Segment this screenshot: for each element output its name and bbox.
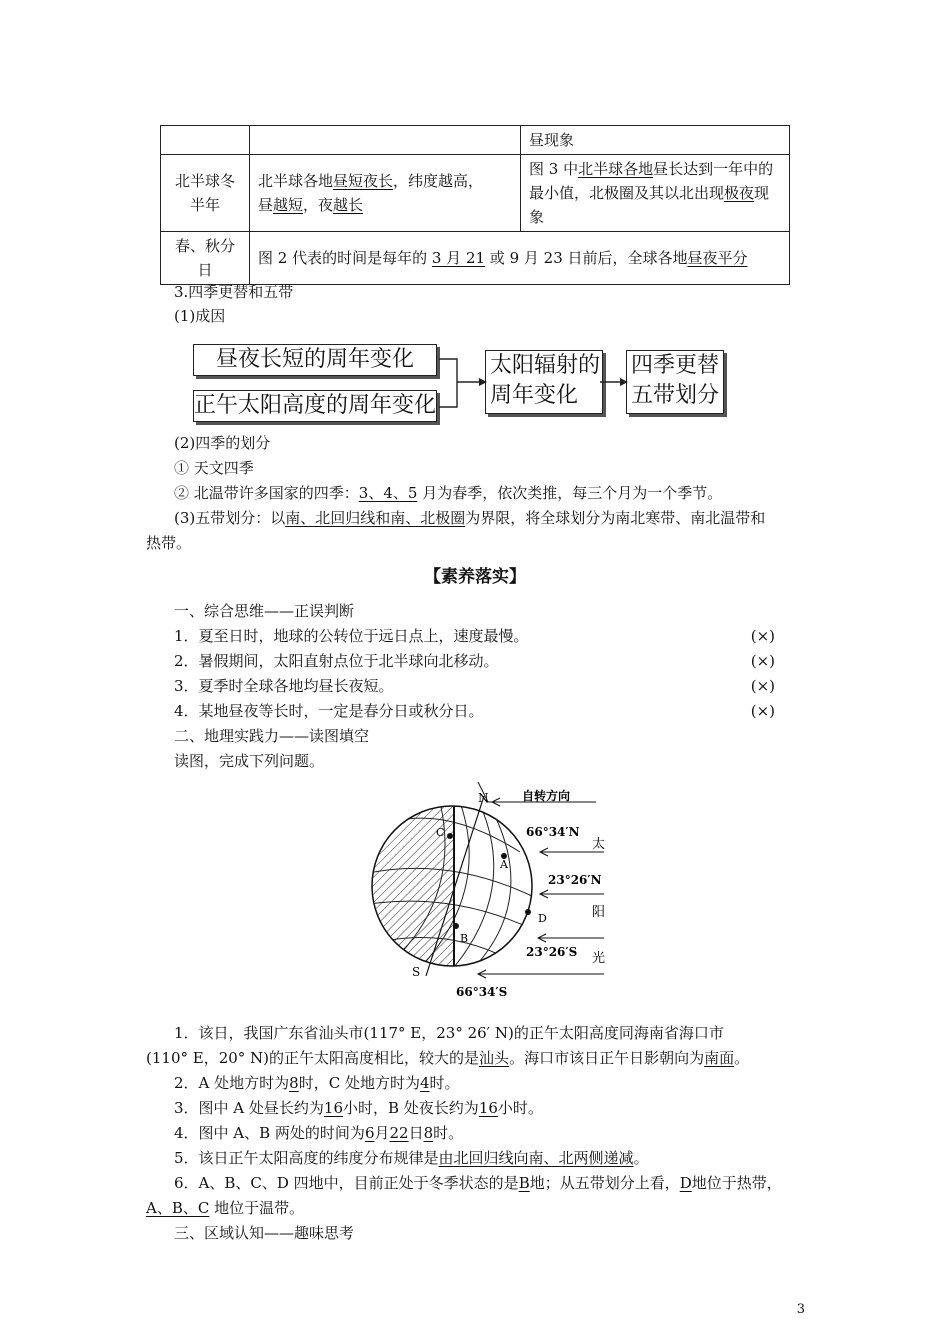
answer-blank: 4 — [419, 1074, 430, 1092]
sunlight-label: 阳 — [592, 905, 606, 920]
question-line: 1．该日，我国广东省汕头市(117° E，23° 26′ N)的正午太阳高度同海南省海口市 — [174, 1024, 724, 1042]
cell-text: ，夜 — [303, 196, 334, 214]
text: 2．A 处地方时为 — [174, 1074, 290, 1092]
text: (110° E，20° N)的正午太阳高度相比，较大的是 — [146, 1049, 480, 1067]
point-a-label: A — [500, 858, 508, 871]
judgment-question: 3．夏季时全球各地均昼长夜短。 — [174, 677, 394, 695]
section-heading: 3.四季更替和五带 — [174, 283, 294, 301]
text: 月 — [374, 1124, 390, 1142]
flow-text: 太阳辐射的 — [490, 353, 601, 378]
text: 。 — [734, 1049, 750, 1067]
answer-blank: D — [679, 1174, 692, 1192]
sunlight-label: 光 — [592, 951, 606, 966]
judgment-question: 2．暑假期间，太阳直射点位于北半球向北移动。 — [174, 652, 499, 670]
cell-text: 现象 — [529, 184, 770, 226]
text: 6．A、B、C、D 四地中，目前正处于冬季状态的是 — [174, 1174, 519, 1192]
cell-text: 图 2 代表的时间是每年的 — [258, 249, 432, 267]
part-heading: 二、地理实践力——读图填空 — [174, 727, 370, 745]
answer-blank: A、B、C — [146, 1199, 210, 1217]
flow-text: 周年变化 — [490, 383, 579, 408]
answer-blank: 南、北回归线和南、北极圈 — [285, 509, 466, 527]
subheading: (2)四季的划分 — [174, 434, 271, 452]
answer-blank: 极夜 — [724, 184, 755, 202]
answer-blank: B — [518, 1174, 530, 1192]
answer-blank: 8 — [423, 1124, 434, 1142]
cell-text: 北半球冬半年 — [174, 172, 235, 214]
page-number: 3 — [796, 1302, 805, 1317]
text: 月为春季，依次类推，每三个月为一个季节。 — [417, 484, 723, 502]
judgment-question: 1．夏至日时，地球的公转位于远日点上，速度最慢。 — [174, 627, 529, 645]
text-line — [174, 507, 765, 529]
answer-blank: 昼短夜长 — [333, 172, 394, 190]
answer-blank: 汕头 — [479, 1049, 510, 1067]
answer-blank: 南面 — [704, 1049, 735, 1067]
text-line: ① 天文四季 — [174, 459, 254, 477]
question-line — [174, 1122, 463, 1144]
cell-text: ，纬度越高， — [393, 172, 484, 190]
text-line — [174, 482, 722, 504]
text: 地位于热带， — [691, 1174, 782, 1192]
text: 为界限，将全球划分为南北寒带、南北温带和 — [465, 509, 766, 527]
judgment-question: 4．某地昼夜等长时，一定是春分日或秋分日。 — [174, 702, 484, 720]
part-heading: 三、区域认知——趣味思考 — [174, 1224, 355, 1242]
cell-text: 或 9 月 23 日前后，全球各地 — [485, 249, 688, 267]
latitude-label: 23°26′N — [548, 873, 602, 887]
cell-text: 图 3 中 — [529, 160, 579, 178]
answer-blank: 由北回归线向南、北两侧递减 — [438, 1149, 634, 1167]
subheading: (1)成因 — [174, 307, 226, 325]
answer-blank: 越短 — [273, 196, 304, 214]
question-line — [174, 1072, 460, 1094]
answer-blank: 越长 — [333, 196, 364, 214]
sunlight-label: 太 — [592, 837, 606, 852]
flow-box-daylength: 昼夜长短的周年变化 — [193, 344, 437, 376]
instruction: 读图，完成下列问题。 — [174, 752, 325, 770]
text: 地；从五带划分上看， — [529, 1174, 680, 1192]
table-cell — [250, 126, 521, 155]
south-pole-label: S — [412, 965, 421, 979]
question-line — [146, 1047, 749, 1069]
text: 4．图中 A、B 两处的时间为 — [174, 1124, 365, 1142]
earth-illumination-figure — [360, 780, 620, 1000]
judgment-answer: (×) — [750, 627, 775, 645]
answer-blank: 3、4、5 — [358, 484, 418, 502]
answer-blank: 昼夜平分 — [687, 249, 748, 267]
table-cell — [161, 126, 250, 155]
text: 3．图中 A 处昼长约为 — [174, 1099, 324, 1117]
question-line — [174, 1147, 649, 1169]
text: 。海口市该日正午日影朝向为 — [509, 1049, 705, 1067]
judgment-answer: (×) — [750, 702, 775, 720]
question-line — [174, 1172, 782, 1194]
answer-blank: 16 — [478, 1099, 498, 1117]
cell-text: 北半球各地 — [258, 172, 334, 190]
practice-title: 【素养落实】 — [424, 567, 526, 587]
table-cell — [250, 155, 521, 232]
table-cell — [250, 232, 790, 285]
text: 小时。 — [497, 1099, 543, 1117]
table-cell — [161, 232, 250, 285]
flow-text: 五带划分 — [631, 383, 720, 408]
flow-text: 四季更替 — [631, 353, 720, 378]
flow-box-result — [626, 350, 724, 414]
judgment-answer: (×) — [750, 652, 775, 670]
part-heading: 一、综合思维——正误判断 — [174, 602, 355, 620]
text: 小时，B 处夜长约为 — [343, 1099, 479, 1117]
latitude-label: 23°26′S — [526, 945, 578, 959]
text: ② 北温带许多国家的四季： — [174, 484, 359, 502]
north-pole-label: N — [478, 791, 489, 805]
point-b-label: B — [460, 932, 469, 945]
cell-text: 春、秋分日 — [174, 237, 235, 279]
table-cell — [521, 155, 790, 232]
night-side — [360, 780, 454, 1000]
question-line — [174, 1097, 543, 1119]
cell-text: 昼 — [653, 160, 669, 178]
latitude-label: 66°34′S — [456, 985, 508, 999]
flow-box-sun-altitude: 正午太阳高度的周年变化 — [193, 390, 437, 422]
summary-table — [160, 125, 790, 285]
text: 时，C 处地方时为 — [298, 1074, 420, 1092]
text: 地位于温带。 — [209, 1199, 305, 1217]
text: 时。 — [429, 1074, 460, 1092]
answer-blank: 北半球各地 — [578, 160, 654, 178]
rotation-label: 自转方向 — [522, 789, 571, 803]
answer-blank: 3 月 21 — [431, 249, 486, 267]
cell-text: 长达到一年中的最小值，北极圈及其以北出现 — [529, 160, 774, 202]
judgment-answer: (×) — [750, 677, 775, 695]
text: 5．该日正午太阳高度的纬度分布规律是 — [174, 1149, 439, 1167]
text-line: 热带。 — [146, 534, 192, 552]
cell-text: 昼 — [258, 196, 274, 214]
point-d-label: D — [538, 912, 547, 925]
answer-blank: 16 — [323, 1099, 344, 1117]
text: 。 — [633, 1149, 649, 1167]
table-cell — [161, 155, 250, 232]
question-line — [146, 1197, 304, 1219]
answer-blank: 22 — [389, 1124, 409, 1142]
answer-blank: 6 — [364, 1124, 375, 1142]
text: 日 — [408, 1124, 424, 1142]
text: 时。 — [433, 1124, 464, 1142]
point-c-label: C — [436, 826, 445, 839]
cell-text: 昼现象 — [529, 131, 575, 149]
latitude-label: 66°34′N — [526, 825, 580, 839]
text: (3)五带划分：以 — [174, 509, 286, 527]
table-cell — [521, 126, 790, 155]
flow-arrows — [435, 352, 630, 412]
answer-blank: 8 — [289, 1074, 299, 1092]
